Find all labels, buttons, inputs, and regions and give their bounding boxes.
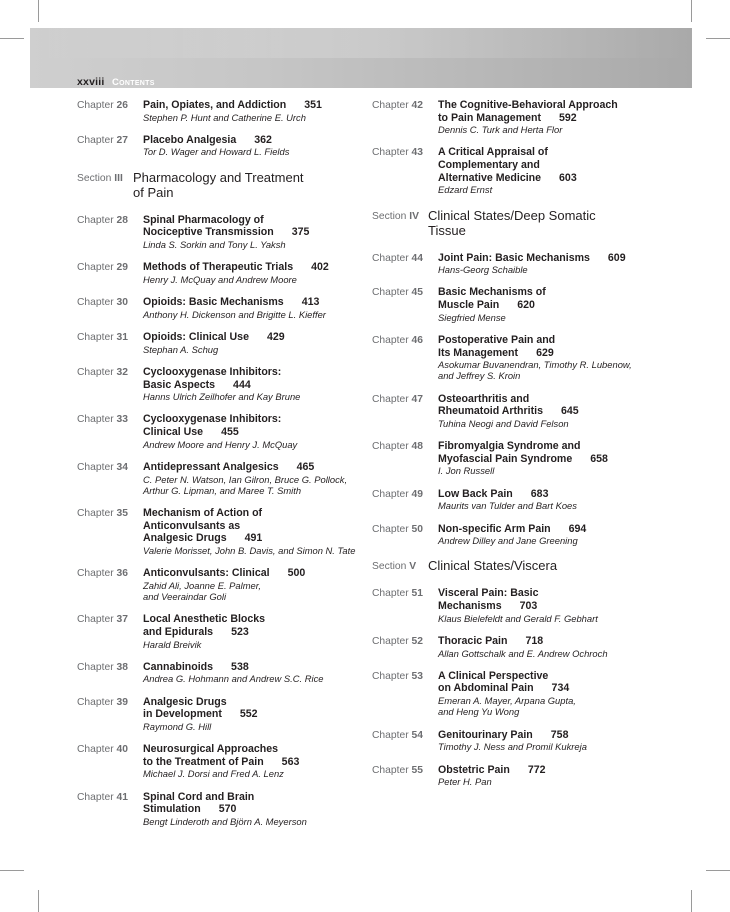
chapter-body	[143, 99, 367, 123]
chapter-body	[143, 696, 367, 732]
chapter-body	[143, 743, 367, 779]
toc-entry-chapter-27[interactable]	[77, 134, 367, 158]
toc-entry-chapter-40[interactable]	[77, 743, 367, 779]
chapter-label: Chapter 28	[77, 214, 128, 226]
toc-entry-chapter-32[interactable]	[77, 366, 367, 402]
chapter-title-line: Thoracic Pain 718	[438, 634, 544, 647]
section-label: Section III	[77, 172, 123, 184]
chapter-authors: Asokumar Buvanendran, Timothy R. Lubenow,	[438, 359, 632, 371]
chapter-page-number: 444	[233, 378, 251, 391]
section-title-line: Clinical States/Viscera	[428, 558, 558, 574]
chapter-authors: Andrew Dilley and Jane Greening	[438, 535, 578, 547]
chapter-authors: Stephen P. Hunt and Catherine E. Urch	[143, 111, 306, 123]
chapter-title-line: Anticonvulsants: Clinical 500	[143, 567, 306, 580]
chapter-title-line: Genitourinary Pain 758	[438, 728, 569, 741]
chapter-number: 42	[411, 100, 423, 111]
chapter-title-line: Basic Aspects 444	[143, 378, 251, 391]
chapter-label: Chapter 42	[372, 100, 423, 111]
chapter-page-number: 523	[231, 625, 249, 638]
toc-entry-chapter-45[interactable]	[372, 286, 672, 322]
chapter-body	[143, 791, 367, 827]
chapter-label: Chapter 36	[77, 568, 128, 580]
chapter-authors: and Heng Yu Wong	[438, 706, 520, 718]
toc-section-iii	[77, 170, 367, 200]
chapter-number: 41	[116, 791, 128, 803]
chapter-number: 50	[411, 523, 423, 535]
chapter-page-number: 455	[221, 426, 239, 439]
chapter-title-line: Methods of Therapeutic Trials 402	[143, 261, 329, 274]
chapter-label: Chapter 33	[77, 414, 128, 426]
toc-entry-chapter-33[interactable]	[77, 413, 367, 449]
chapter-page-number: 645	[560, 405, 579, 418]
section-title-line: Pharmacology and Treatment	[133, 169, 304, 185]
toc-entry-chapter-39[interactable]	[77, 696, 367, 732]
toc-entry-chapter-51[interactable]	[372, 587, 672, 623]
chapter-label: Chapter 51	[372, 588, 423, 600]
chapter-authors: Maurits van Tulder and Bart Koes	[438, 500, 577, 512]
chapter-title-line: Fibromyalgia Syndrome and	[438, 440, 581, 453]
toc-entry-chapter-52[interactable]	[372, 635, 672, 659]
toc-section-iv	[372, 208, 672, 238]
chapter-page-number: 413	[301, 296, 320, 309]
section-title	[428, 208, 672, 238]
toc-entry-chapter-28[interactable]	[77, 214, 367, 250]
chapter-body	[438, 523, 672, 547]
chapter-number: 37	[116, 614, 128, 626]
chapter-title-line: Muscle Pain 620	[438, 299, 535, 312]
chapter-label: Chapter 32	[77, 366, 128, 378]
chapter-body	[143, 567, 367, 602]
chapter-title-line: and Epidurals 523	[143, 625, 249, 638]
chapter-page-number: 491	[244, 532, 263, 545]
chapter-number: 27	[116, 134, 128, 146]
toc-entry-chapter-41[interactable]	[77, 791, 367, 827]
toc-entry-chapter-26[interactable]	[77, 99, 367, 123]
chapter-page-number: 603	[559, 171, 577, 184]
chapter-authors: Harald Breivik	[143, 638, 202, 650]
chapter-label: Chapter 41	[77, 791, 128, 803]
chapter-body	[143, 413, 367, 449]
chapter-title-line: Low Back Pain 683	[438, 487, 549, 500]
crop-mark-top-right	[691, 0, 692, 22]
chapter-title-line: Myofascial Pain Syndrome 658	[438, 452, 608, 465]
chapter-number: 26	[116, 100, 128, 111]
toc-entry-chapter-50[interactable]	[372, 523, 672, 547]
chapter-title-line: Clinical Use 455	[143, 426, 239, 439]
chapter-title-line: Anticonvulsants as	[143, 519, 241, 532]
chapter-title-line: Pain, Opiates, and Addiction 351	[143, 99, 322, 111]
chapter-number: 32	[116, 366, 128, 378]
chapter-page-number: 402	[311, 261, 329, 274]
chapter-page-number: 362	[254, 133, 272, 146]
toc-left-column	[77, 99, 367, 838]
toc-entry-chapter-34[interactable]	[77, 461, 367, 496]
section-title-line: Tissue	[428, 222, 466, 238]
chapter-authors: and Veeraindar Goli	[143, 591, 227, 603]
chapter-label: Chapter 38	[77, 661, 128, 673]
chapter-title-line: Analgesic Drugs	[143, 695, 227, 708]
chapter-number: 35	[116, 508, 128, 520]
chapter-authors: Stephan A. Schug	[143, 343, 219, 355]
chapter-label: Chapter 27	[77, 134, 128, 146]
toc-entry-chapter-43[interactable]	[372, 146, 672, 195]
chapter-number: 47	[411, 393, 423, 405]
chapter-number: 49	[411, 488, 423, 500]
chapter-body	[143, 507, 367, 556]
toc-entry-chapter-46[interactable]	[372, 334, 672, 382]
chapter-authors: C. Peter N. Watson, Ian Gilron, Bruce G. Pollock,	[143, 473, 348, 485]
chapter-authors: Bengt Linderoth and Björn A. Meyerson	[143, 815, 307, 827]
chapter-body	[438, 670, 672, 718]
toc-entry-chapter-49[interactable]	[372, 488, 672, 512]
chapter-body	[438, 146, 672, 195]
chapter-label: Chapter 50	[372, 523, 423, 535]
section-title-line: of Pain	[133, 184, 174, 200]
chapter-authors: Hans-Georg Schaible	[438, 264, 528, 276]
toc-entry-chapter-42[interactable]	[372, 99, 672, 135]
section-number: IV	[409, 210, 419, 222]
chapter-page-number: 563	[281, 755, 300, 768]
chapter-page-number: 552	[239, 708, 258, 721]
chapter-authors: Anthony H. Dickenson and Brigitte L. Kieffer	[143, 308, 326, 320]
chapter-body	[438, 99, 672, 135]
chapter-authors: Peter H. Pan	[438, 776, 492, 788]
crop-mark-left-lower	[0, 870, 24, 871]
page-number: xxviii	[77, 76, 105, 88]
chapter-number: 31	[116, 332, 128, 344]
toc-entry-chapter-38[interactable]	[77, 661, 367, 685]
chapter-number: 30	[116, 297, 128, 309]
chapter-body	[438, 587, 672, 623]
chapter-title-line: A Clinical Perspective	[438, 669, 549, 682]
toc-entry-chapter-35[interactable]	[77, 507, 367, 556]
toc-entry-chapter-54[interactable]	[372, 729, 672, 753]
section-label: Section IV	[372, 210, 419, 222]
chapter-body	[143, 366, 367, 402]
chapter-title-line: Mechanism of Action of	[143, 507, 263, 520]
chapter-label: Chapter 49	[372, 488, 423, 500]
chapter-page-number: 658	[590, 452, 608, 465]
chapter-authors: Andrew Moore and Henry J. McQuay	[143, 438, 298, 450]
chapter-title-line: in Development 552	[143, 708, 258, 721]
chapter-authors: Edzard Ernst	[438, 184, 493, 196]
chapter-body	[143, 461, 367, 496]
toc-section-v	[372, 558, 672, 573]
chapter-body	[438, 729, 672, 753]
chapter-page-number: 772	[527, 763, 546, 776]
chapter-authors: Emeran A. Mayer, Arpana Gupta,	[438, 695, 576, 707]
toc-entry-chapter-30[interactable]	[77, 296, 367, 320]
toc-right-column	[372, 99, 672, 798]
chapter-label: Chapter 37	[77, 614, 128, 626]
chapter-title-line: Rheumatoid Arthritis 645	[438, 405, 579, 418]
crop-mark-right-upper	[706, 38, 730, 39]
chapter-title-line: Basic Mechanisms of	[438, 286, 546, 299]
chapter-label: Chapter 26	[77, 100, 128, 111]
crop-mark-right-lower	[706, 870, 730, 871]
chapter-label: Chapter 45	[372, 287, 423, 299]
chapter-page-number: 758	[550, 728, 569, 741]
chapter-body	[438, 764, 672, 788]
chapter-number: 40	[116, 744, 128, 756]
chapter-authors: Valerie Morisset, John B. Davis, and Simon N. Tate	[143, 544, 356, 556]
chapter-page-number: 570	[218, 803, 237, 816]
chapter-label: Chapter 46	[372, 334, 423, 346]
chapter-label: Chapter 29	[77, 262, 128, 274]
toc-entry-chapter-36[interactable]	[77, 567, 367, 602]
chapter-page-number: 609	[607, 251, 626, 264]
chapter-authors: Allan Gottschalk and E. Andrew Ochroch	[438, 647, 608, 659]
chapter-label: Chapter 39	[77, 696, 128, 708]
chapter-title-line: Local Anesthetic Blocks	[143, 613, 266, 626]
chapter-number: 39	[116, 696, 128, 708]
chapter-body	[438, 286, 672, 322]
toc-entry-chapter-48[interactable]	[372, 440, 672, 476]
chapter-page-number: 718	[525, 634, 544, 647]
chapter-number: 54	[411, 729, 423, 741]
crop-mark-bottom-right	[691, 890, 692, 912]
toc-entry-chapter-44[interactable]	[372, 252, 672, 276]
chapter-authors: and Jeffrey S. Kroin	[438, 370, 521, 382]
chapter-body	[438, 440, 672, 476]
chapter-page-number: 351	[304, 99, 322, 111]
chapter-number: 43	[411, 147, 423, 159]
chapter-page-number: 683	[530, 487, 549, 500]
chapter-body	[143, 331, 367, 355]
chapter-number: 52	[411, 635, 423, 647]
chapter-authors: Andrea G. Hohmann and Andrew S.C. Rice	[143, 673, 324, 685]
chapter-number: 38	[116, 661, 128, 673]
toc-entry-chapter-55[interactable]	[372, 764, 672, 788]
chapter-authors: Linda S. Sorkin and Tony L. Yaksh	[143, 238, 286, 250]
chapter-page-number: 375	[291, 226, 310, 239]
chapter-authors: Henry J. McQuay and Andrew Moore	[143, 273, 297, 285]
running-head: Contents	[112, 77, 155, 88]
chapter-number: 33	[116, 414, 128, 426]
chapter-title-line: Mechanisms 703	[438, 600, 538, 613]
chapter-label: Chapter 34	[77, 461, 128, 473]
toc-entry-chapter-53[interactable]	[372, 670, 672, 718]
chapter-number: 36	[116, 568, 128, 580]
crop-mark-top-left	[38, 0, 39, 22]
section-label: Section V	[372, 561, 417, 573]
chapter-body	[143, 261, 367, 285]
chapter-authors: Klaus Bielefeldt and Gerald F. Gebhart	[438, 612, 598, 624]
chapter-number: 48	[411, 441, 423, 453]
chapter-label: Chapter 40	[77, 744, 128, 756]
chapter-title-line: on Abdominal Pain 734	[438, 682, 570, 695]
crop-mark-left-upper	[0, 38, 24, 39]
chapter-body	[438, 488, 672, 512]
chapter-page-number: 500	[287, 567, 306, 580]
chapter-number: 44	[411, 252, 423, 264]
toc-entry-chapter-31[interactable]	[77, 331, 367, 355]
chapter-title-line: The Cognitive-Behavioral Approach	[438, 99, 618, 111]
chapter-title-line: Visceral Pain: Basic	[438, 587, 539, 600]
chapter-title-line: Alternative Medicine 603	[438, 171, 577, 184]
chapter-number: 51	[411, 588, 423, 600]
chapter-title-line: Analgesic Drugs 491	[143, 532, 263, 545]
chapter-label: Chapter 48	[372, 441, 423, 453]
chapter-number: 29	[116, 262, 128, 274]
chapter-title-line: Opioids: Clinical Use 429	[143, 331, 285, 344]
chapter-title-line: Cannabinoids 538	[143, 660, 249, 673]
chapter-title-line: Osteoarthritis and	[438, 392, 530, 405]
chapter-authors: I. Jon Russell	[438, 465, 495, 477]
chapter-title-line: Obstetric Pain 772	[438, 763, 546, 776]
chapter-title-line: Stimulation 570	[143, 803, 237, 816]
chapter-title-line: to Pain Management 592	[438, 111, 577, 124]
chapter-page-number: 592	[559, 111, 577, 124]
crop-mark-bottom-left	[38, 890, 39, 912]
chapter-label: Chapter 54	[372, 729, 423, 741]
chapter-body	[438, 334, 672, 382]
chapter-title-line: Spinal Pharmacology of	[143, 213, 264, 226]
chapter-title-line: Neurosurgical Approaches	[143, 743, 279, 756]
section-title	[428, 558, 672, 573]
chapter-body	[143, 296, 367, 320]
chapter-authors: Michael J. Dorsi and Fred A. Lenz	[143, 768, 284, 780]
chapter-label: Chapter 30	[77, 297, 128, 309]
chapter-title-line: Placebo Analgesia 362	[143, 133, 272, 146]
chapter-title-line: Nociceptive Transmission 375	[143, 226, 310, 239]
section-title	[133, 170, 367, 200]
section-number: III	[114, 172, 123, 184]
chapter-body	[143, 661, 367, 685]
chapter-number: 55	[411, 764, 423, 776]
chapter-authors: Hanns Ulrich Zeilhofer and Kay Brune	[143, 391, 301, 403]
chapter-label: Chapter 55	[372, 764, 423, 776]
chapter-title-line: Joint Pain: Basic Mechanisms 609	[438, 251, 626, 264]
section-number: V	[409, 561, 417, 573]
chapter-title-line: Complementary and	[438, 159, 540, 172]
chapter-title-line: Its Management 629	[438, 346, 554, 359]
chapter-label: Chapter 43	[372, 147, 423, 159]
chapter-label: Chapter 35	[77, 508, 128, 520]
chapter-page-number: 694	[568, 522, 587, 535]
chapter-number: 45	[411, 287, 423, 299]
chapter-label: Chapter 31	[77, 332, 128, 344]
chapter-label: Chapter 47	[372, 393, 423, 405]
chapter-title-line: Cyclooxygenase Inhibitors:	[143, 413, 282, 426]
toc-entry-chapter-29[interactable]	[77, 261, 367, 285]
chapter-page-number: 734	[551, 682, 570, 695]
chapter-body	[143, 134, 367, 158]
chapter-page-number: 620	[517, 299, 535, 312]
chapter-number: 53	[411, 670, 423, 682]
chapter-authors: Tuhina Neogi and David Felson	[438, 417, 569, 429]
toc-entry-chapter-47[interactable]	[372, 393, 672, 429]
chapter-body	[143, 214, 367, 250]
chapter-page-number: 465	[296, 460, 315, 473]
chapter-title-line: Spinal Cord and Brain	[143, 790, 255, 803]
section-title-line: Clinical States/Deep Somatic	[428, 207, 596, 223]
chapter-title-line: Non-specific Arm Pain 694	[438, 522, 587, 535]
chapter-number: 46	[411, 334, 423, 346]
chapter-body	[438, 252, 672, 276]
chapter-body	[143, 613, 367, 649]
chapter-title-line: A Critical Appraisal of	[438, 146, 548, 159]
chapter-label: Chapter 52	[372, 635, 423, 647]
chapter-authors: Tor D. Wager and Howard L. Fields	[143, 146, 290, 158]
chapter-page-number: 538	[231, 660, 249, 673]
chapter-page-number: 629	[536, 346, 554, 359]
chapter-number: 34	[116, 461, 128, 473]
chapter-authors: Zahid Ali, Joanne E. Palmer,	[143, 579, 261, 591]
chapter-title-line: Opioids: Basic Mechanisms 413	[143, 296, 320, 309]
chapter-title-line: Postoperative Pain and	[438, 333, 556, 346]
chapter-label: Chapter 44	[372, 252, 423, 264]
chapter-authors: Raymond G. Hill	[143, 720, 212, 732]
chapter-title-line: Antidepressant Analgesics 465	[143, 460, 315, 473]
chapter-page-number: 429	[266, 331, 285, 344]
chapter-body	[438, 393, 672, 429]
chapter-authors: Arthur G. Lipman, and Maree T. Smith	[143, 484, 302, 496]
chapter-page-number: 703	[519, 600, 538, 613]
chapter-authors: Timothy J. Ness and Promil Kukreja	[438, 741, 587, 753]
chapter-number: 28	[116, 214, 128, 226]
chapter-label: Chapter 53	[372, 670, 423, 682]
chapter-title-line: to the Treatment of Pain 563	[143, 755, 300, 768]
chapter-title-line: Cyclooxygenase Inhibitors:	[143, 365, 282, 378]
toc-entry-chapter-37[interactable]	[77, 613, 367, 649]
chapter-authors: Siegfried Mense	[438, 311, 506, 323]
chapter-body	[438, 635, 672, 659]
chapter-authors: Dennis C. Turk and Herta Flor	[438, 124, 563, 136]
